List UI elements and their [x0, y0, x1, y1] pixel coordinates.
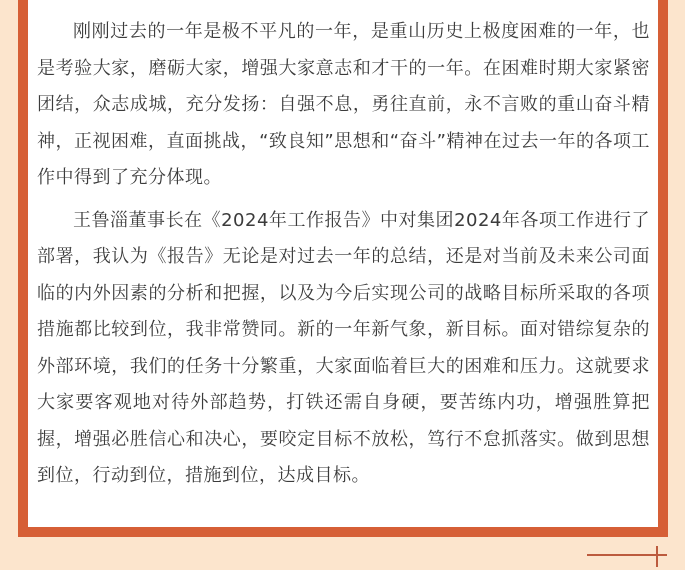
crosshair-vertical-line-icon	[656, 546, 658, 567]
paragraph-work-report: 王鲁淄董事长在《2024年工作报告》中对集团2024年各项工作进行了部署，我认为《报告》无论是对过去一年的总结，还是对当前及未来公司面临的内外因素的分析和把握，以及为今后实现公司的战略目标所采取的各项措施都比较到位，我非常赞同。新的一年新气象，新目标。面对错综复杂的外部环境，我们的任务十分繁重，大家面临着巨大的困难和压力。这就要求大家要客观地对待外部趋势，打铁还需自身硬，要苦练内功，增强胜算把握，增强必胜信心和决心，要咬定目标不放松，笃行不怠抓落实。做到思想到位，行动到位，措施到位，达成目标。	[37, 209, 650, 486]
crosshair-horizontal-line-icon	[587, 554, 667, 556]
paragraph-year-review: 刚刚过去的一年是极不平凡的一年，是重山历史上极度困难的一年，也是考验大家，磨砺大家，增强大家意志和才干的一年。在困难时期大家紧密团结，众志成城，充分发扬：自强不息，勇往直前，永不言败的重山奋斗精神，正视困难，直面挑战，“致良知”思想和“奋斗”精神在过去一年的各项工作中得到了充分体现。	[37, 21, 650, 188]
article-body	[28, 0, 658, 495]
article-frame	[18, 0, 668, 537]
